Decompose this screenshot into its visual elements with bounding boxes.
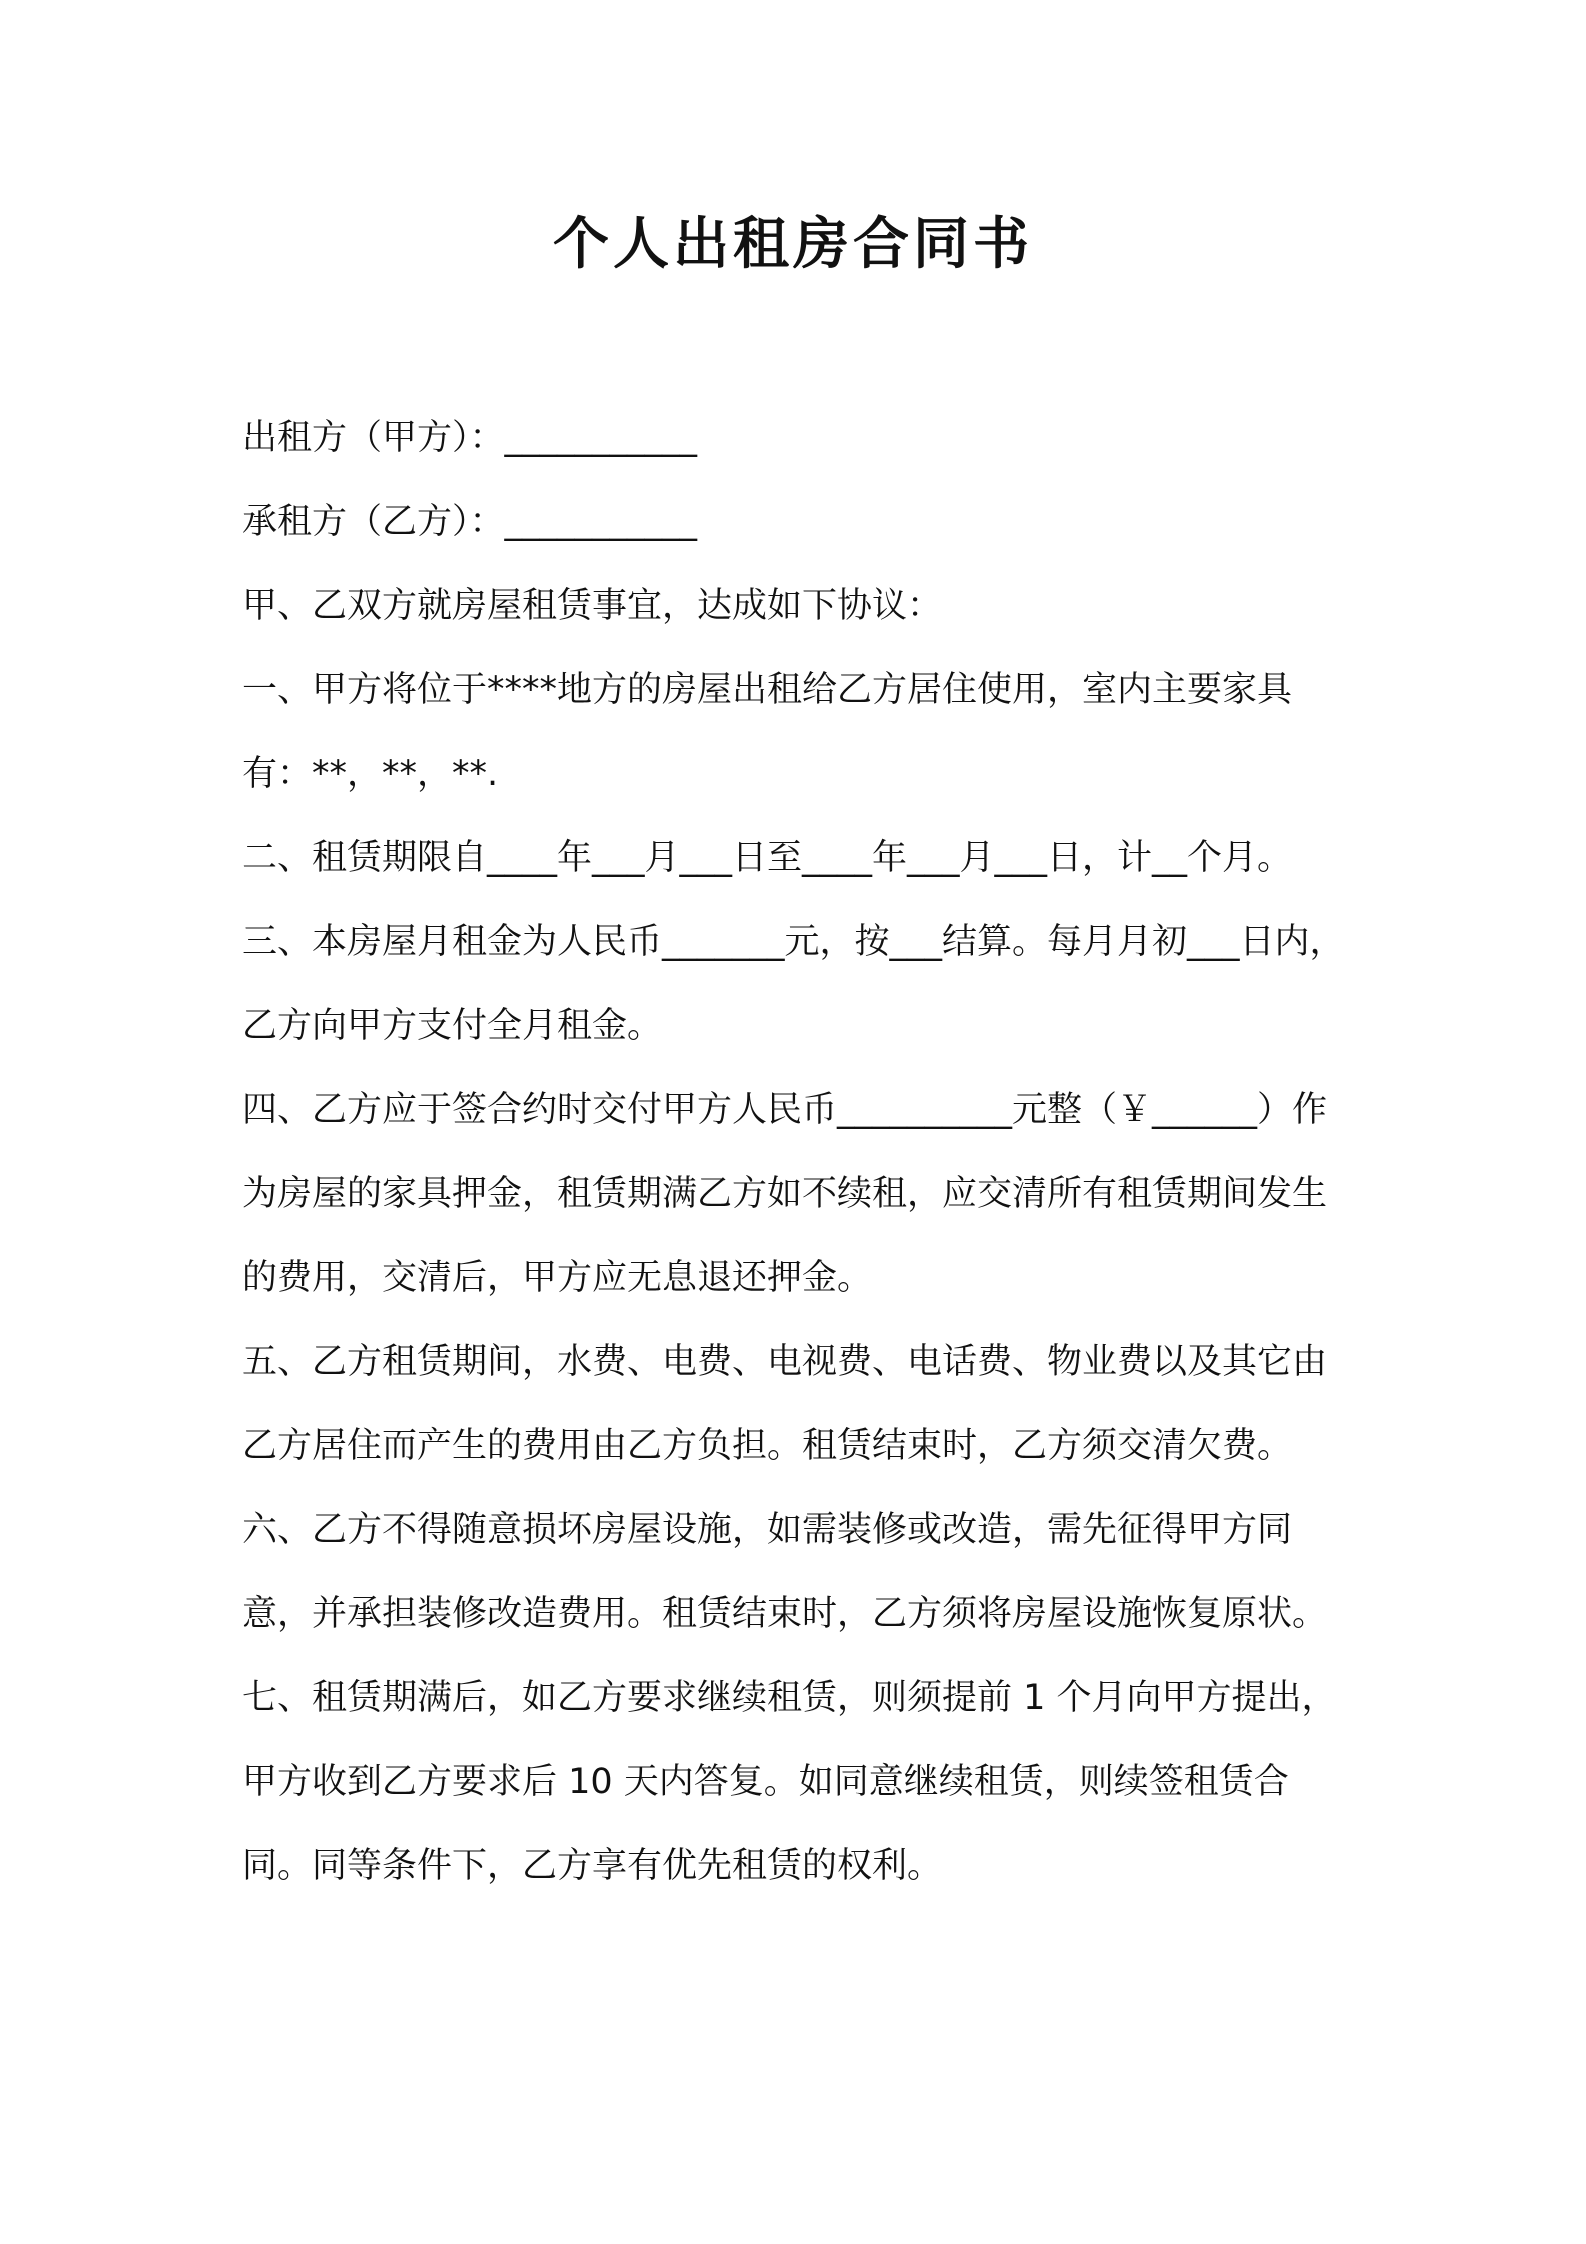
lessee-line: 承租方（乙方）：___________ (242, 502, 698, 542)
lessor-line: 出租方（甲方）：___________ (242, 418, 698, 458)
clause-4: 四、乙方应于签合约时交付甲方人民币__________元整（￥______）作为房屋的家具押金，租赁期满乙方如不续租，应交清所有租赁期间发生的费用，交清后，甲方应无息退还押金。 (242, 1090, 1328, 1298)
clause-5: 五、乙方租赁期间，水费、电费、电视费、电话费、物业费以及其它由乙方居住而产生的费用由乙方负担。租赁结束时，乙方须交清欠费。 (242, 1342, 1328, 1466)
clause-1: 一、甲方将位于****地方的房屋出租给乙方居住使用，室内主要家具有：**，**，**. (242, 670, 1293, 794)
clause-2: 二、租赁期限自____年___月___日至____年___月___日，计__个月。 (242, 838, 1293, 878)
agreement-intro: 甲、乙双方就房屋租赁事宜，达成如下协议： (242, 586, 943, 626)
clause-6: 六、乙方不得随意损坏房屋设施，如需装修或改造，需先征得甲方同意，并承担装修改造费用。租赁结束时，乙方须将房屋设施恢复原状。 (242, 1510, 1328, 1634)
clause-7: 七、租赁期满后，如乙方要求继续租赁，则须提前 1 个月向甲方提出，甲方收到乙方要求后 10 天内答复。如同意继续租赁，则续签租赁合同。同等条件下，乙方享有优先租赁的权利。 (242, 1678, 1337, 1886)
clause-3: 三、本房屋月租金为人民币_______元，按___结算。每月月初___日内，乙方向甲方支付全月租金。 (242, 922, 1345, 1046)
contract-body (242, 396, 1357, 1908)
document-title: 个人出租房合同书 (553, 212, 1033, 277)
